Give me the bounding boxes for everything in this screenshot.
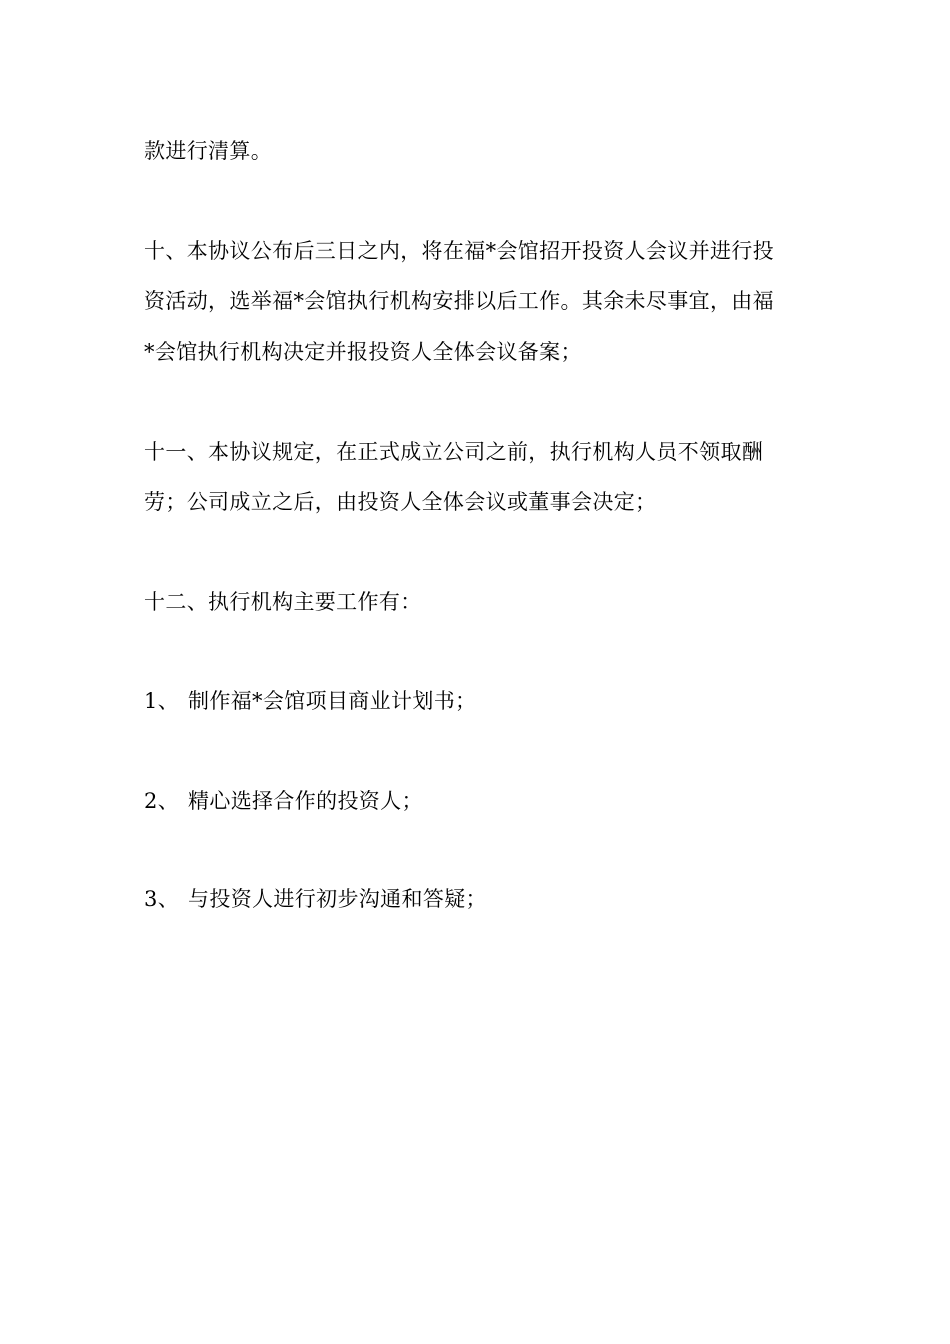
clause-10-line-3: *会馆执行机构决定并报投资人全体会议备案； xyxy=(144,340,582,364)
clause-10-line-1: 十、本协议公布后三日之内，将在福*会馆招开投资人会议并进行投 xyxy=(144,239,774,263)
list-item xyxy=(144,887,487,911)
list-item-number: 2、 xyxy=(144,789,180,813)
clause-10-line-2: 资活动，选举福*会馆执行机构安排以后工作。其余未尽事宜，由福 xyxy=(144,289,774,313)
list-item-number: 3、 xyxy=(144,887,180,911)
list-item-text: 制作福*会馆项目商业计划书； xyxy=(188,689,477,713)
list-item-number: 1、 xyxy=(144,689,180,713)
list-item xyxy=(144,789,423,813)
clause-11-line-2: 劳；公司成立之后，由投资人全体会议或董事会决定； xyxy=(144,490,657,514)
list-item xyxy=(144,689,476,713)
clause-11-line-1: 十一、本协议规定，在正式成立公司之前，执行机构人员不领取酬 xyxy=(144,440,764,464)
text-line-continuation: 款进行清算。 xyxy=(144,139,273,163)
list-item-text: 精心选择合作的投资人； xyxy=(188,789,423,813)
clause-12-heading: 十二、执行机构主要工作有： xyxy=(144,590,422,614)
list-item-text: 与投资人进行初步沟通和答疑； xyxy=(188,887,487,911)
